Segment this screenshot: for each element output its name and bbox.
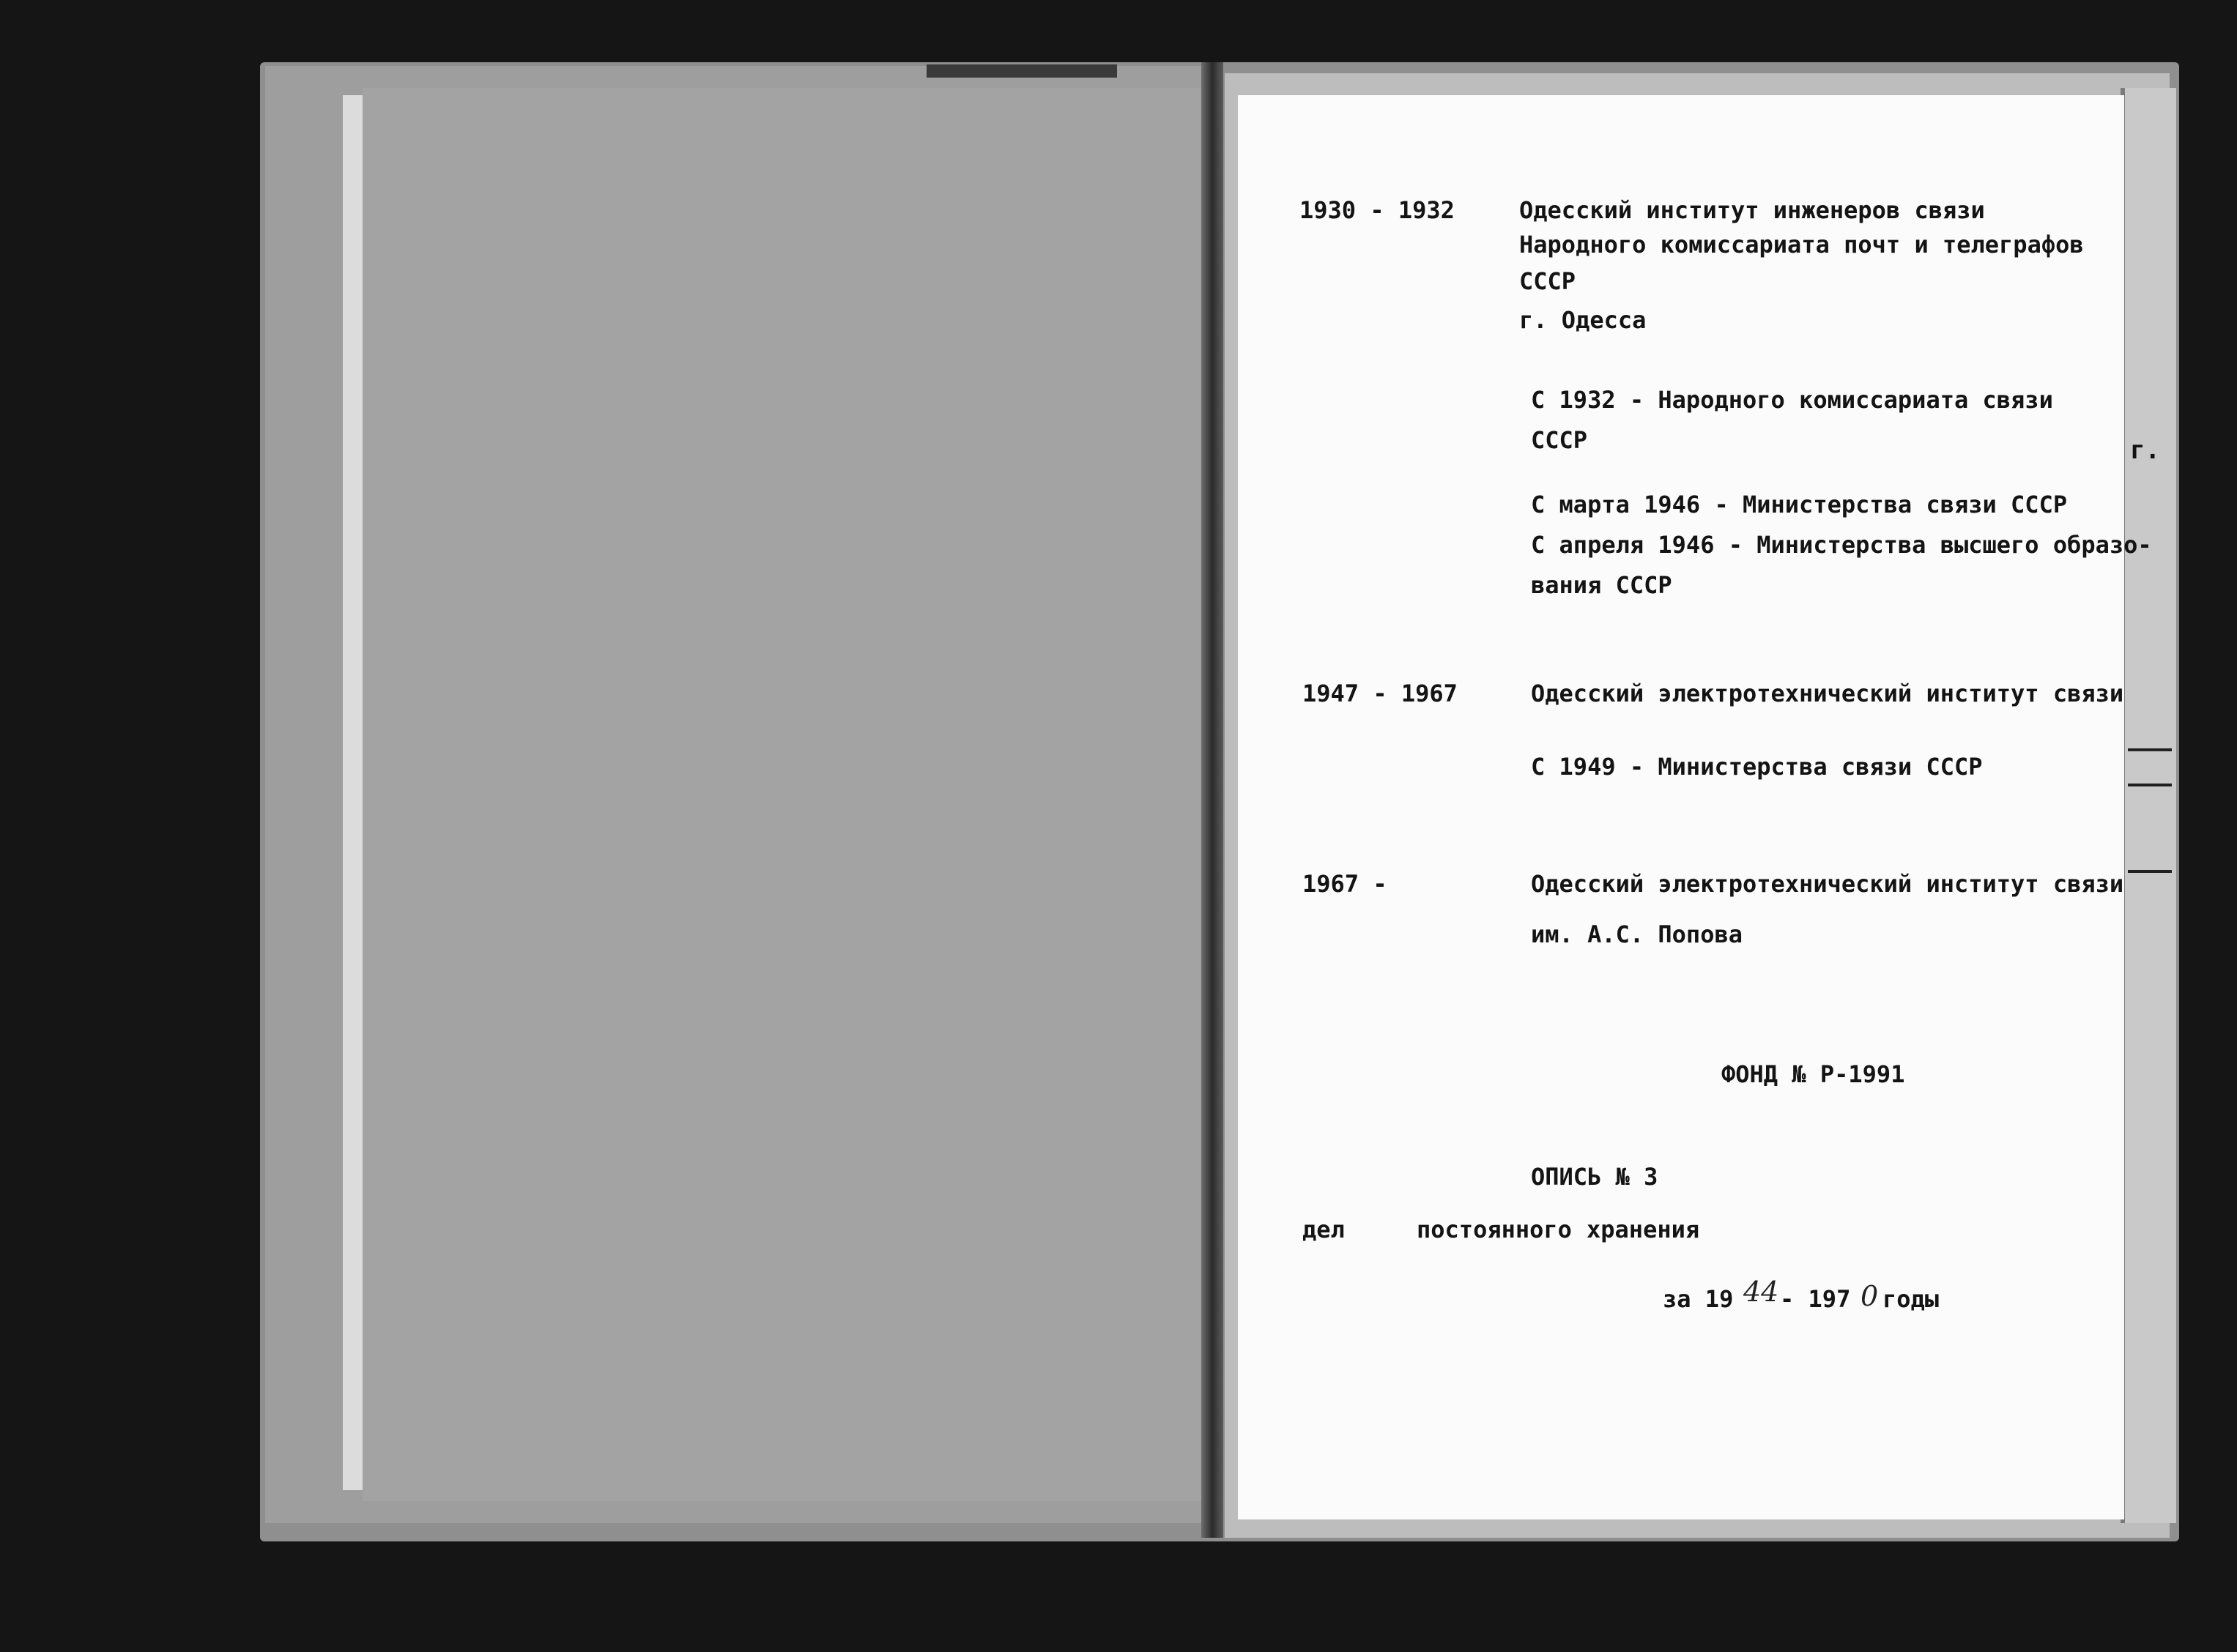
text-line: Одесский электротехнический институт связи (1531, 870, 2124, 898)
period-label: 1967 - (1302, 870, 1387, 898)
text-line: С 1949 - Министерства связи СССР (1531, 753, 1983, 781)
left-top-tab (927, 64, 1117, 78)
handwritten-start-year: 44 (1743, 1276, 1779, 1308)
text-line: С апреля 1946 - Министерства высшего образо- (1531, 531, 2152, 559)
text-line: вания СССР (1531, 571, 1672, 599)
text-line: Одесский электротехнический институт связи (1531, 680, 2124, 707)
text-line: Народного комиссариата почт и телеграфов (1519, 231, 2084, 258)
edge-line (2128, 870, 2172, 873)
dela-word: хранения (1587, 1216, 1700, 1243)
handwritten-end-year: 0 (1861, 1280, 1879, 1312)
edge-line (2128, 784, 2172, 786)
text-line: Одесский институт инженеров связи (1519, 196, 1985, 224)
book-spine (1201, 62, 1223, 1538)
text-line: СССР (1531, 426, 1588, 454)
text-line: С марта 1946 - Министерства связи СССР (1531, 491, 2068, 518)
dela-word: постоянного (1417, 1216, 1572, 1243)
typed-title-page (1238, 95, 2152, 1519)
left-blank-page (363, 88, 1205, 1501)
years-prefix: за 19 (1663, 1285, 1734, 1313)
opis-number: ОПИСЬ № 3 (1531, 1163, 1658, 1191)
margin-mark: г. (2130, 436, 2160, 465)
period-label: 1947 - 1967 (1302, 680, 1458, 707)
dela-word: дел (1302, 1216, 1345, 1243)
left-page-strip (343, 95, 363, 1490)
text-line: СССР (1519, 267, 1576, 295)
right-stack-edge (2121, 88, 2176, 1523)
text-line: им. А.С. Попова (1531, 920, 1743, 948)
years-suffix: годы (1882, 1285, 1940, 1313)
edge-line (2128, 748, 2172, 751)
fond-number: ФОНД № Р-1991 (1721, 1060, 1905, 1088)
text-line: г. Одесса (1519, 306, 1647, 334)
years-middle: - 197 (1780, 1285, 1851, 1313)
period-label: 1930 - 1932 (1299, 196, 1455, 224)
text-line: С 1932 - Народного комиссариата связи (1531, 386, 2053, 414)
